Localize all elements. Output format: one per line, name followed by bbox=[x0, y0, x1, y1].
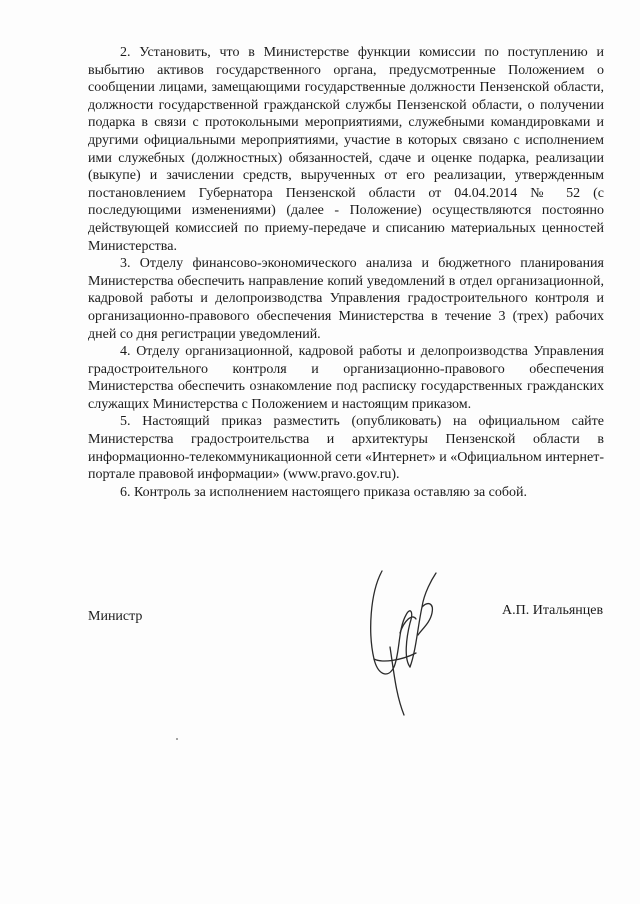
paragraph-3: 3. Отделу финансово-экономического анализа и бюджетного планирования Министерства обеспечить направление копий уведомлений в отдел организационной, кадровой работы и делопроизводства Управления градостроительного контроля и организационно-правового обеспечения Министерства в течение 3 (трех) рабочих дней со дня регистрации уведомлений. bbox=[88, 256, 604, 342]
paragraph-2: 2. Установить, что в Министерстве функции комиссии по поступлению и выбытию активов государственного органа, предусмотренные Положением о сообщении лицами, замещающими государственные должности Пензенской области, должности государственной гражданской службы Пензенской области, о получении подарка в связи с протокольными мероприятиями, служебными командировками и другими официальными мероприятиями, участие в которых связано с исполнением ими служебных (должностных) обязанностей, сдаче и оценке подарка, реализации (выкупе) и зачислении средств, вырученных от его реализации, утвержденным постановлением Губернатора Пензенской области от 04.04.2014 № 52 (с последующими изменениями) (далее - Положение) осуществляются постоянно действующей комиссией по приему-передаче и списанию материальных ценностей Министерства. bbox=[88, 45, 604, 254]
signature-block bbox=[88, 603, 604, 629]
paragraph-5: 5. Настоящий приказ разместить (опубликовать) на официальном сайте Министерства градостроительства и архитектуры Пензенской области в информационно-телекоммуникационной сети «Интернет» и «Официальном интернет-портале правовой информации» (www.pravo.gov.ru). bbox=[88, 414, 604, 483]
paragraph-4: 4. Отделу организационной, кадровой работы и делопроизводства Управления градостроительного контроля и организационно-правового обеспечения Министерства обеспечить ознакомление под расписку государственных гражданских служащих Министерства с Положением и настоящим приказом. bbox=[88, 344, 604, 412]
signatory-title: Министр bbox=[88, 609, 143, 624]
document-body bbox=[88, 44, 604, 501]
scan-speck bbox=[176, 738, 178, 740]
paragraph-6: 6. Контроль за исполнением настоящего приказа оставляю за собой. bbox=[120, 484, 528, 500]
handwritten-signature bbox=[360, 563, 440, 723]
signatory-name: А.П. Итальянцев bbox=[502, 603, 604, 618]
